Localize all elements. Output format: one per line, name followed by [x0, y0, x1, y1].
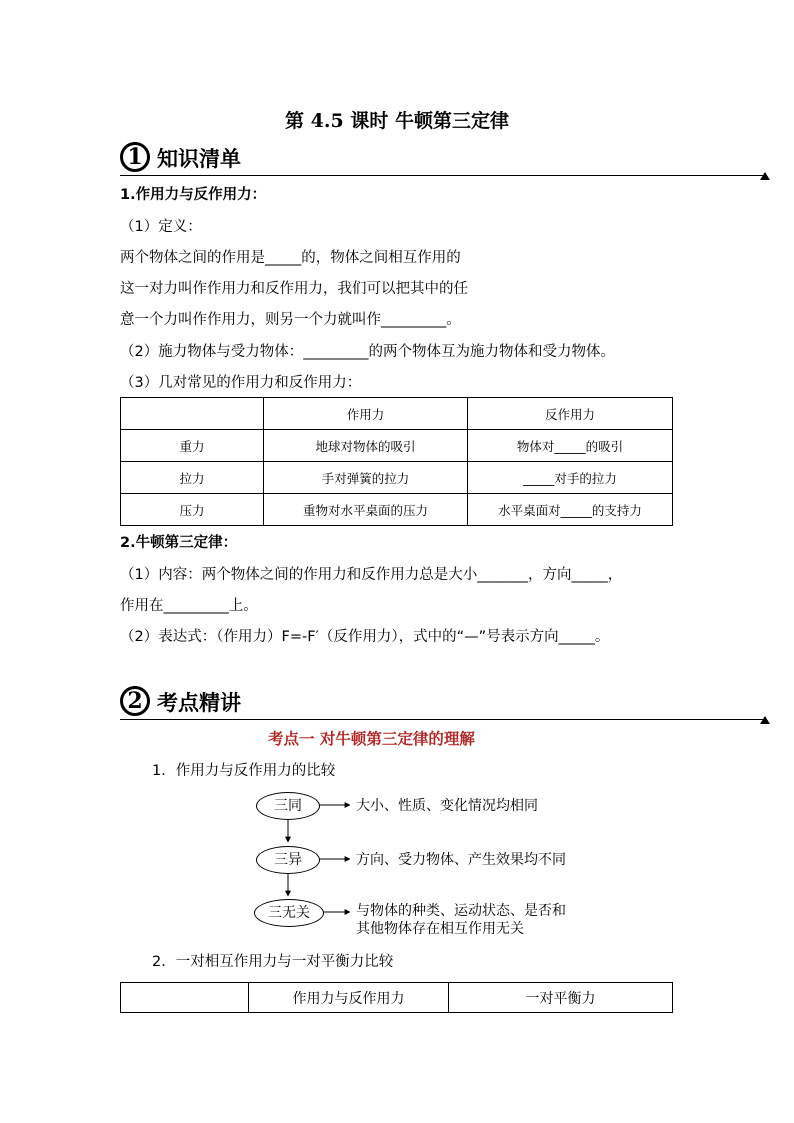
table-header-row: [121, 398, 673, 430]
comparison-table: [120, 982, 673, 1013]
table-header-cell: [121, 983, 249, 1013]
section-title: 知识清单: [157, 147, 241, 171]
key-point-heading: 考点一 对牛顿第三定律的理解: [268, 730, 475, 748]
definition-line-1: 两个物体之间的作用是_____的，物体之间相互作用的: [120, 250, 461, 266]
triangle-icon: [760, 716, 770, 724]
comparison-item-2: 2．一对相互作用力与一对平衡力比较: [152, 954, 394, 970]
section-header-knowledge: [120, 142, 770, 176]
section-rule: [120, 175, 764, 176]
section-number: 2: [120, 686, 150, 716]
definition-line-3: 意一个力叫作作用力，则另一个力就叫作_________。: [120, 312, 461, 328]
table-row: [121, 430, 673, 462]
agent-receiver-line: （2）施力物体与受力物体：_________的两个物体互为施力物体和受力物体。: [120, 344, 615, 360]
table-header-cell: 作用力: [264, 398, 468, 430]
heading-newton-third-law: 2.牛顿第三定律：: [120, 535, 238, 551]
definition-label: （1）定义：: [120, 219, 202, 235]
law-expression-line: （2）表达式：（作用力）F=-F′（反作用力），式中的“—”号表示方向_____。: [120, 629, 610, 645]
table-cell: 水平桌面对_____的支持力: [468, 494, 673, 526]
force-pairs-table: [120, 397, 673, 526]
table-row: [121, 462, 673, 494]
oval-node-unrelated: 三无关: [254, 899, 324, 927]
law-content-line-1: （1）内容：两个物体之间的作用力和反作用力总是大小_______，方向_____，: [120, 567, 623, 583]
section-title: 考点精讲: [157, 691, 241, 715]
table-cell: 重力: [121, 430, 264, 462]
node-desc-different: 方向、受力物体、产生效果均不同: [356, 852, 566, 868]
page-title: 第 4.5 课时 牛顿第三定律: [285, 110, 509, 132]
table-row: [121, 494, 673, 526]
comparison-item-1: 1．作用力与反作用力的比较: [152, 763, 336, 779]
heading-action-reaction: 1.作用力与反作用力：: [120, 187, 267, 203]
common-pairs-label: （3）几对常见的作用力和反作用力：: [120, 375, 362, 391]
table-header-cell: [121, 398, 264, 430]
node-desc-same: 大小、性质、变化情况均相同: [356, 798, 538, 814]
definition-line-2: 这一对力叫作作用力和反作用力，我们可以把其中的任: [120, 281, 468, 297]
section-rule: [120, 719, 764, 720]
section-number: 1: [120, 142, 150, 172]
table-cell: _____对手的拉力: [468, 462, 673, 494]
table-cell: 压力: [121, 494, 264, 526]
table-header-cell: 作用力与反作用力: [249, 983, 449, 1013]
table-header-cell: 反作用力: [468, 398, 673, 430]
section-header-key-points: [120, 686, 770, 720]
table-cell: 拉力: [121, 462, 264, 494]
oval-node-different: 三异: [256, 846, 320, 874]
node-desc-unrelated-2: 其他物体存在相互作用无关: [356, 921, 524, 937]
table-header-cell: 一对平衡力: [449, 983, 673, 1013]
table-cell: 地球对物体的吸引: [264, 430, 468, 462]
table-cell: 物体对_____的吸引: [468, 430, 673, 462]
table-header-row: [121, 983, 673, 1013]
law-content-line-2: 作用在_________上。: [120, 598, 258, 614]
table-cell: 重物对水平桌面的压力: [264, 494, 468, 526]
triangle-icon: [760, 172, 770, 180]
oval-node-same: 三同: [256, 792, 320, 820]
table-cell: 手对弹簧的拉力: [264, 462, 468, 494]
node-desc-unrelated-1: 与物体的种类、运动状态、是否和: [356, 903, 566, 919]
